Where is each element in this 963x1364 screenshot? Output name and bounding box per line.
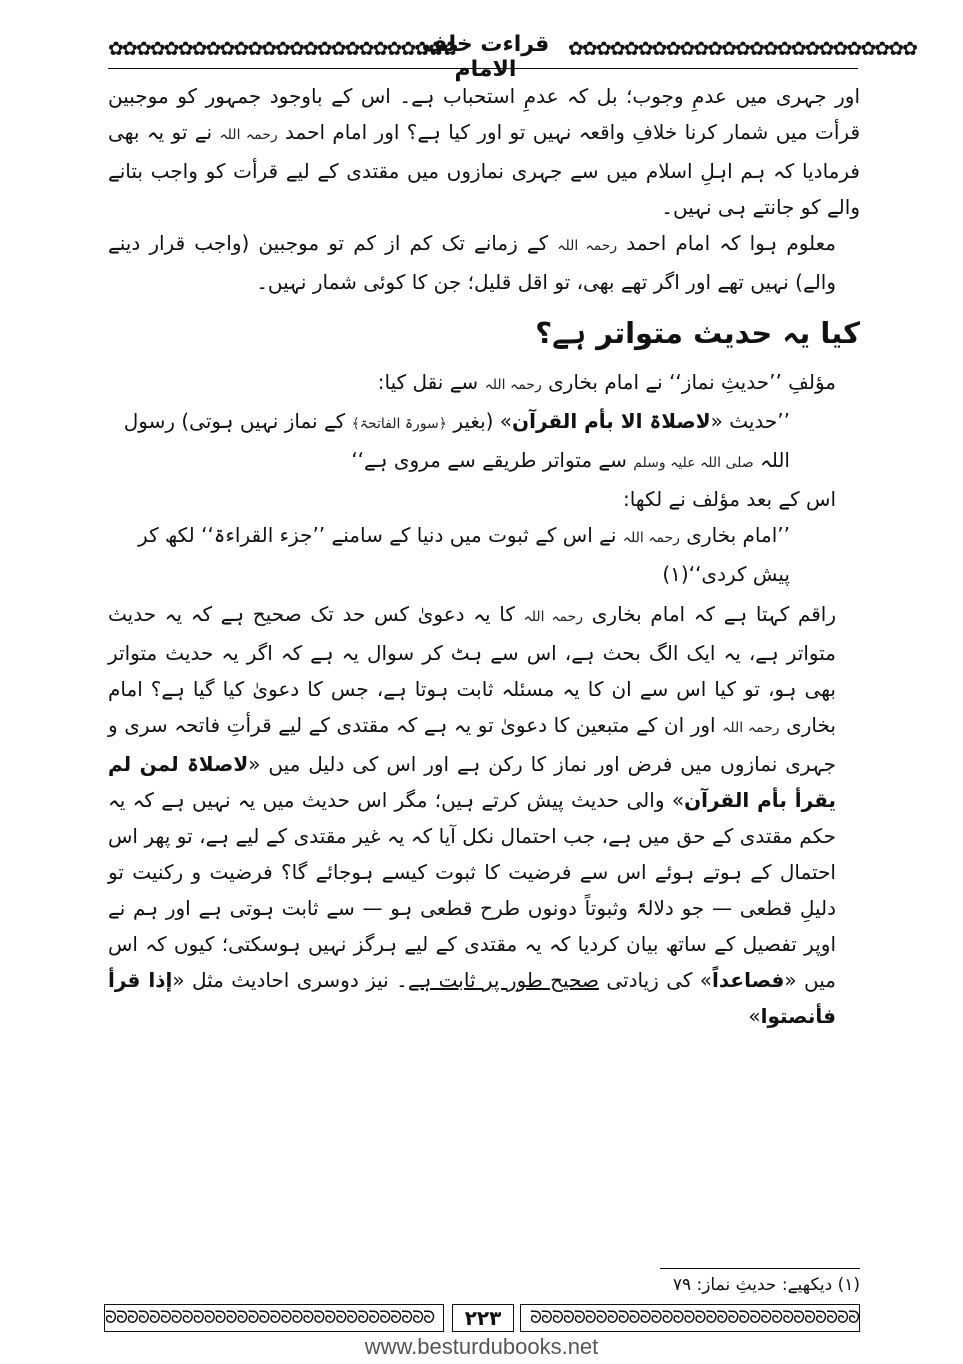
paragraph-3 xyxy=(108,596,860,1034)
quotation-2 xyxy=(108,517,860,592)
arabic-hadith: لاصلاۃ لمن لم یقرأ بأم القرآن xyxy=(108,752,836,812)
header-ornament-right: ✿✿✿✿✿✿✿✿✿✿✿✿✿✿✿✿✿✿✿✿✿✿✿✿✿ xyxy=(568,38,916,60)
paragraph-text: مؤلفِ ’’حدیثِ نماز‘‘ نے امام بخاری xyxy=(548,370,836,394)
header-ornament-left: ✿✿✿✿✿✿✿✿✿✿✿✿✿✿✿✿✿✿✿✿✿✿✿✿✿ xyxy=(108,38,456,60)
intro-line-2: اس کے بعد مؤلف نے لکھا: xyxy=(622,487,836,511)
paragraph-text: اور ان کے متبعین کا دعویٰ تو یہ ہے کہ مقتدی کے لیے قرأتِ فاتحہ سری و جہری نمازوں میں فرض اور نماز کا رکن ہے اور اس کی دلیل میں « xyxy=(108,713,836,776)
quotation-1 xyxy=(108,403,860,481)
honorific: رحمہ اللہ xyxy=(219,127,278,143)
paragraph-text: معلوم ہوا کہ امام احمد xyxy=(626,231,837,255)
paragraph-text: سے نقل کیا: xyxy=(377,370,479,394)
paragraph-text: نے تو یہ بھی فرمادیا کہ ہم اہلِ اسلام میں سے جہری نمازوں میں مقتدی کے لیے قرأت کو واجب بتانے والے کو جانتے ہی نہیں۔ xyxy=(108,120,860,219)
honorific: رحمہ اللہ xyxy=(523,609,584,625)
quote-text: » (بغیر xyxy=(453,409,513,433)
paragraph-text: راقم کہتا ہے کہ امام بخاری xyxy=(591,602,837,626)
paragraph-text: ۔ نیز دوسری احادیث مثل « xyxy=(172,968,408,992)
surah-name: ﴿سورۃ الفاتحۃ﴾ xyxy=(351,416,447,432)
footnote-rule xyxy=(660,1268,860,1269)
quote-text: نے اس کے ثبوت میں دنیا کے سامنے ’’جزء القراءۃ‘‘ لکھ کر پیش کردی‘‘(۱) xyxy=(138,523,790,586)
footer-ornament-right: ᘐᘐᘐᘐᘐᘐᘐᘐᘐᘐᘐᘐᘐᘐᘐᘐᘐᘐᘐᘐᘐᘐᘐᘐᘐᘐᘐᘐᘐᘐ xyxy=(520,1304,860,1332)
quote-text: ’’امام بخاری xyxy=(686,523,790,547)
paragraph-text: » xyxy=(748,1004,761,1028)
footer-ornament-left: ᘐᘐᘐᘐᘐᘐᘐᘐᘐᘐᘐᘐᘐᘐᘐᘐᘐᘐᘐᘐᘐᘐᘐᘐᘐᘐᘐᘐᘐᘐ xyxy=(104,1304,444,1332)
footnote: (۱) دیکھیے: حدیثِ نماز: ۷۹ xyxy=(672,1275,860,1295)
honorific: رحمہ اللہ xyxy=(622,530,680,546)
paragraph-text: کا یہ دعویٰ کس حد تک صحیح ہے کہ یہ حدیث متواتر ہے، یہ ایک الگ بحث ہے، اس سے ہٹ کر سوال یہ ہے کہ اگر یہ حدیث متواتر بھی ہو، تو کیا اس سے ان کا یہ مسئلہ ثابت ہوتا ہے، جس کا دعویٰ کیا گیا ہے؟ امام بخاری xyxy=(108,602,836,737)
underlined-text: صحیح طور پر ثابت ہے xyxy=(407,968,599,992)
page-number: ۲۲۳ xyxy=(452,1304,514,1332)
arabic-word: فصاعداً xyxy=(712,968,785,992)
page-footer xyxy=(104,1304,860,1332)
main-text xyxy=(108,78,860,1034)
header-rule xyxy=(108,68,858,69)
honorific: رحمہ اللہ xyxy=(557,238,618,254)
paragraph-text: اور جہری میں عدمِ وجوب؛ بل کہ عدمِ استحباب ہے۔ اس کے باوجود جمہور کو موجبین قرأت میں شمار کرنا خلافِ واقعہ نہیں تو اور کیا ہے؟ اور امام احمد xyxy=(108,84,861,144)
paragraph-1 xyxy=(108,78,860,225)
arabic-hadith: إذا قرأ فأنصتوا xyxy=(108,968,836,1028)
salutation: صلی اللہ علیہ وسلم xyxy=(633,455,754,471)
watermark: www.besturdubooks.net xyxy=(364,1334,599,1359)
paragraph-text: » والی حدیث پیش کرتے ہیں؛ مگر اس حدیث میں یہ نہیں ہے کہ یہ حکم مقتدی کے حق میں ہے، جب احتمال نکل آیا کہ یہ غیر مقتدی کے لیے ہے، تو پھر اس احتمال کے ہوتے ہوئے اس سے فرضیت کا ثبوت کیسے ہوجائے گا؟ فرضیت و رکنیت تو دلیلِ قطعی — جو دلالۃً وثبوتاً دونوں طرح قطعی ہو — سے ثابت ہوتی ہے اور ہم نے اوپر تفصیل کے ساتھ بیان کردیا کہ یہ مقتدی کے لیے ہرگز نہیں ہوسکتی؛ کیوں کہ اس میں « xyxy=(108,788,836,992)
page-header xyxy=(108,30,916,82)
honorific: رحمہ اللہ xyxy=(484,377,542,393)
honorific: رحمہ اللہ xyxy=(722,720,780,736)
paragraph-text: » کی زیادتی xyxy=(606,968,712,992)
intro-line-1 xyxy=(108,364,860,403)
section-heading: کیا یہ حدیث متواتر ہے؟ xyxy=(535,316,860,350)
quote-text: کے نماز نہیں ہوتی) رسول اللہ xyxy=(123,409,790,472)
arabic-hadith: لاصلاۃ الا بأم القرآن xyxy=(512,409,711,433)
paragraph-2 xyxy=(108,225,860,300)
quote-text: سے متواتر طریقے سے مروی ہے‘‘ xyxy=(351,448,627,472)
paragraph-text: کے زمانے تک کم از کم تو موجبین (واجب قرار دینے والے) نہیں تھے اور اگر تھے بھی، تو اقل قلیل؛ جن کا کوئی شمار نہیں۔ xyxy=(108,231,836,294)
running-title: قراءت خلف الامام xyxy=(421,32,550,82)
quote-text: ’’حدیث « xyxy=(710,409,790,433)
